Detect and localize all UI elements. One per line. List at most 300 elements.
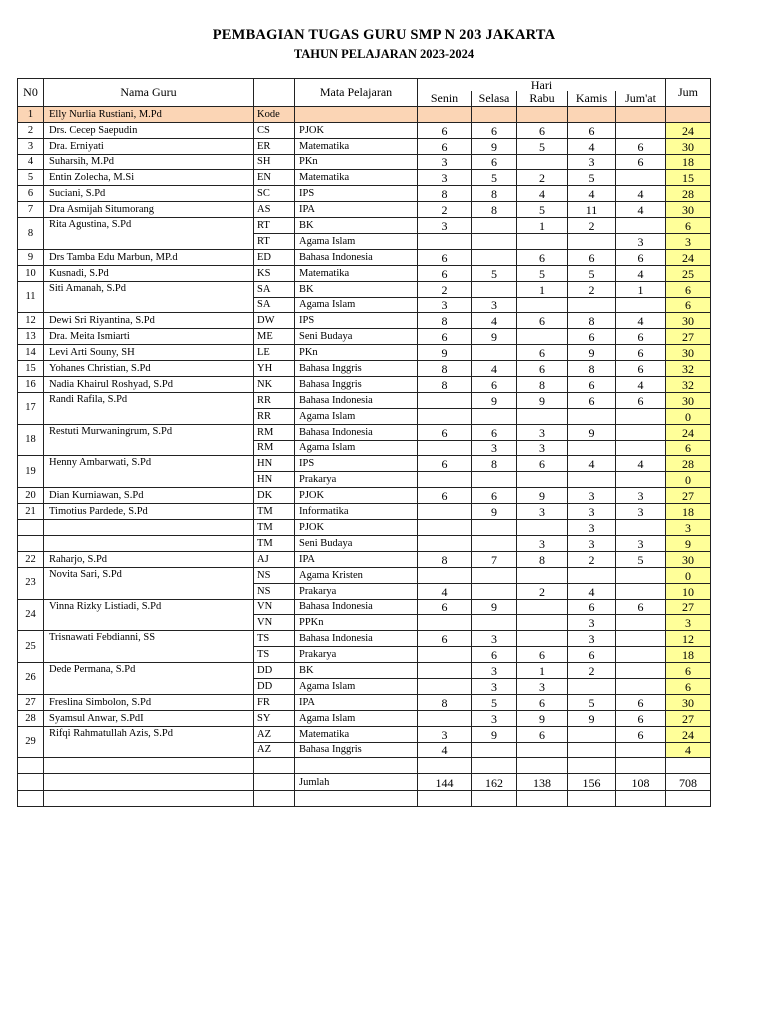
table-row	[18, 202, 711, 218]
teacher-name: Siti Amanah, S.Pd	[44, 281, 254, 313]
hours-total: 18	[666, 504, 711, 520]
teacher-name: Suharsih, M.Pd	[44, 154, 254, 170]
hours-kamis	[568, 567, 616, 583]
header-rabu: Rabu	[517, 91, 568, 106]
hours-kamis: 6	[568, 122, 616, 138]
hours-rabu: 5	[517, 138, 568, 154]
hours-total: 24	[666, 424, 711, 440]
subject-name: Bahasa Inggris	[295, 361, 418, 377]
hours-rabu: 5	[517, 202, 568, 218]
hours-selasa	[472, 472, 517, 488]
subject-name: Prakarya	[295, 647, 418, 663]
subject-name: Agama Islam	[295, 234, 418, 250]
hours-selasa: 5	[472, 694, 517, 710]
hours-total: 27	[666, 599, 711, 615]
hours-rabu	[517, 599, 568, 615]
subject-name: Bahasa Indonesia	[295, 249, 418, 265]
subject-code: TM	[254, 520, 295, 536]
subject-code: KS	[254, 265, 295, 281]
row-number: 9	[18, 249, 44, 265]
hours-total: 18	[666, 647, 711, 663]
table-row	[18, 329, 711, 345]
hours-selasa	[472, 583, 517, 599]
hours-rabu: 6	[517, 694, 568, 710]
hours-jumat: 6	[616, 154, 666, 170]
hours-selasa: 5	[472, 170, 517, 186]
hours-selasa	[472, 249, 517, 265]
subject-name: Agama Islam	[295, 678, 418, 694]
total-jumat: 108	[616, 774, 666, 791]
subject-name: Seni Budaya	[295, 329, 418, 345]
subject-code: TM	[254, 535, 295, 551]
hours-rabu	[517, 631, 568, 647]
hours-selasa: 8	[472, 202, 517, 218]
teacher-name	[44, 535, 254, 551]
table-row	[18, 631, 711, 647]
hours-total: 6	[666, 297, 711, 313]
total-kamis: 156	[568, 774, 616, 791]
hours-total: 30	[666, 345, 711, 361]
row-number: 29	[18, 726, 44, 758]
subject-name: Matematika	[295, 726, 418, 742]
hours-rabu	[517, 615, 568, 631]
hours-rabu: 3	[517, 504, 568, 520]
hours-rabu	[517, 234, 568, 250]
row-number: 11	[18, 281, 44, 313]
hours-jumat	[616, 663, 666, 679]
hours-total: 25	[666, 265, 711, 281]
hours-jumat	[616, 408, 666, 424]
hours-selasa: 6	[472, 377, 517, 393]
teacher-name: Yohanes Christian, S.Pd	[44, 361, 254, 377]
hours-selasa: 9	[472, 392, 517, 408]
hours-selasa: 9	[472, 504, 517, 520]
hours-kamis: 6	[568, 392, 616, 408]
teacher-name: Levi Arti Souny, SH	[44, 345, 254, 361]
hours-jumat	[616, 472, 666, 488]
subject-name: Informatika	[295, 504, 418, 520]
subject-code: RT	[254, 234, 295, 250]
teacher-name: Timotius Pardede, S.Pd	[44, 504, 254, 520]
hours-kamis: 8	[568, 313, 616, 329]
table-row	[18, 138, 711, 154]
row-number: 14	[18, 345, 44, 361]
hours-selasa	[472, 742, 517, 758]
teacher-name: Raharjo, S.Pd	[44, 551, 254, 567]
hours-selasa: 3	[472, 710, 517, 726]
subject-code: FR	[254, 694, 295, 710]
hours-rabu	[517, 154, 568, 170]
hours-selasa: 6	[472, 424, 517, 440]
row-number: 27	[18, 694, 44, 710]
teacher-name: Vinna Rizky Listiadi, S.Pd	[44, 599, 254, 631]
subject-name: Bahasa Inggris	[295, 742, 418, 758]
subject-name: IPA	[295, 202, 418, 218]
hours-selasa: 9	[472, 599, 517, 615]
hours-rabu: 3	[517, 440, 568, 456]
hours-kamis: 3	[568, 615, 616, 631]
hours-kamis	[568, 678, 616, 694]
subject-code: SY	[254, 710, 295, 726]
subject-code: TS	[254, 631, 295, 647]
page-subtitle: TAHUN PELAJARAN 2023-2024	[293, 47, 475, 61]
hours-kamis: 3	[568, 520, 616, 536]
row-number: 24	[18, 599, 44, 631]
hours-total: 18	[666, 154, 711, 170]
table-row	[18, 361, 711, 377]
hours-jumat: 3	[616, 535, 666, 551]
hours-jumat: 6	[616, 345, 666, 361]
hours-senin	[418, 567, 472, 583]
subject-code: SC	[254, 186, 295, 202]
subject-code: RR	[254, 392, 295, 408]
hours-senin: 6	[418, 631, 472, 647]
hours-total: 15	[666, 170, 711, 186]
table-row	[18, 663, 711, 679]
hours-senin	[418, 440, 472, 456]
hours-selasa	[472, 281, 517, 297]
header-kamis: Kamis	[568, 91, 616, 106]
hours-rabu	[517, 520, 568, 536]
hours-kamis: 5	[568, 170, 616, 186]
total-jum: 708	[666, 774, 711, 791]
hours-rabu: 2	[517, 170, 568, 186]
hours-total: 3	[666, 520, 711, 536]
hours-senin: 8	[418, 694, 472, 710]
table-row	[18, 424, 711, 440]
hours-jumat: 6	[616, 599, 666, 615]
hours-jumat: 3	[616, 504, 666, 520]
hours-total: 6	[666, 281, 711, 297]
table-row	[18, 377, 711, 393]
hours-selasa	[472, 106, 517, 122]
hours-selasa: 3	[472, 631, 517, 647]
hours-rabu: 6	[517, 726, 568, 742]
hours-senin: 8	[418, 551, 472, 567]
hours-rabu	[517, 472, 568, 488]
hours-senin: 6	[418, 329, 472, 345]
hours-senin: 8	[418, 361, 472, 377]
hours-kamis: 5	[568, 694, 616, 710]
hours-jumat	[616, 742, 666, 758]
table-row	[18, 392, 711, 408]
hours-rabu	[517, 329, 568, 345]
subject-name: PJOK	[295, 488, 418, 504]
subject-name: Bahasa Indonesia	[295, 424, 418, 440]
hours-jumat	[616, 647, 666, 663]
teacher-assignment-table	[17, 78, 711, 807]
hours-total: 9	[666, 535, 711, 551]
hours-jumat: 6	[616, 249, 666, 265]
hours-senin	[418, 615, 472, 631]
hours-rabu: 6	[517, 249, 568, 265]
subject-code: RM	[254, 424, 295, 440]
row-number: 2	[18, 122, 44, 138]
hours-senin	[418, 472, 472, 488]
hours-rabu: 6	[517, 456, 568, 472]
hours-kamis: 9	[568, 424, 616, 440]
hours-total: 27	[666, 488, 711, 504]
hours-senin	[418, 663, 472, 679]
subject-code: DK	[254, 488, 295, 504]
subject-name: Matematika	[295, 265, 418, 281]
subject-code: NS	[254, 583, 295, 599]
hours-selasa: 7	[472, 551, 517, 567]
hours-senin: 6	[418, 488, 472, 504]
subject-name: BK	[295, 281, 418, 297]
hours-kamis	[568, 106, 616, 122]
table-row	[18, 106, 711, 122]
table-row	[18, 345, 711, 361]
row-number: 28	[18, 710, 44, 726]
subject-name: IPS	[295, 186, 418, 202]
hours-selasa: 9	[472, 138, 517, 154]
subject-code: AJ	[254, 551, 295, 567]
hours-jumat	[616, 678, 666, 694]
hours-senin	[418, 710, 472, 726]
hours-jumat	[616, 106, 666, 122]
hours-kamis: 6	[568, 249, 616, 265]
row-number: 5	[18, 170, 44, 186]
table-row	[18, 456, 711, 472]
hours-rabu	[517, 408, 568, 424]
subject-code: AZ	[254, 742, 295, 758]
hours-total: 30	[666, 694, 711, 710]
teacher-name: Syamsul Anwar, S.PdI	[44, 710, 254, 726]
table-row	[18, 249, 711, 265]
subject-code: SH	[254, 154, 295, 170]
hours-total: 24	[666, 122, 711, 138]
hours-selasa: 4	[472, 361, 517, 377]
subject-code: RM	[254, 440, 295, 456]
hours-kamis: 6	[568, 329, 616, 345]
hours-kamis: 3	[568, 535, 616, 551]
subject-code: DW	[254, 313, 295, 329]
teacher-name	[44, 520, 254, 536]
hours-rabu: 6	[517, 345, 568, 361]
hours-selasa	[472, 615, 517, 631]
hours-selasa: 4	[472, 313, 517, 329]
hours-rabu: 9	[517, 710, 568, 726]
row-number: 26	[18, 663, 44, 695]
table-row	[18, 710, 711, 726]
row-number: 18	[18, 424, 44, 456]
subject-name: Agama Islam	[295, 297, 418, 313]
totals-label: Jumlah	[295, 774, 418, 791]
subject-name: Matematika	[295, 170, 418, 186]
subject-code: RR	[254, 408, 295, 424]
hours-kamis: 5	[568, 265, 616, 281]
row-number: 10	[18, 265, 44, 281]
hours-selasa: 6	[472, 122, 517, 138]
hours-senin	[418, 106, 472, 122]
hours-kamis	[568, 440, 616, 456]
subject-name: Bahasa Indonesia	[295, 392, 418, 408]
row-number: 15	[18, 361, 44, 377]
hours-rabu	[517, 106, 568, 122]
hours-total: 6	[666, 663, 711, 679]
subject-name: PKn	[295, 154, 418, 170]
hours-kamis: 9	[568, 710, 616, 726]
table-row	[18, 520, 711, 536]
hours-selasa: 6	[472, 488, 517, 504]
hours-total: 3	[666, 234, 711, 250]
subject-name: BK	[295, 663, 418, 679]
hours-kamis: 2	[568, 281, 616, 297]
header-mata-pelajaran: Mata Pelajaran	[295, 79, 418, 107]
hours-kamis: 6	[568, 599, 616, 615]
header-no: N0	[18, 79, 44, 107]
table-row	[18, 504, 711, 520]
table-row	[18, 281, 711, 297]
subject-code: DD	[254, 663, 295, 679]
hours-senin: 6	[418, 249, 472, 265]
subject-name	[295, 106, 418, 122]
teacher-name: Restuti Murwaningrum, S.Pd	[44, 424, 254, 456]
subject-name: IPA	[295, 694, 418, 710]
hours-kamis	[568, 472, 616, 488]
hours-selasa	[472, 234, 517, 250]
row-number: 12	[18, 313, 44, 329]
hours-selasa: 9	[472, 329, 517, 345]
header-hari: Hari	[418, 79, 666, 92]
hours-selasa: 6	[472, 647, 517, 663]
hours-senin: 3	[418, 726, 472, 742]
subject-code: DD	[254, 678, 295, 694]
hours-rabu: 1	[517, 218, 568, 234]
hours-senin: 9	[418, 345, 472, 361]
table-row	[18, 313, 711, 329]
teacher-name: Rifqi Rahmatullah Azis, S.Pd	[44, 726, 254, 758]
hours-senin: 6	[418, 456, 472, 472]
hours-selasa: 5	[472, 265, 517, 281]
hours-jumat: 6	[616, 694, 666, 710]
row-number: 1	[18, 106, 44, 122]
hours-jumat: 5	[616, 551, 666, 567]
hours-selasa: 8	[472, 456, 517, 472]
hours-senin: 6	[418, 424, 472, 440]
hours-selasa	[472, 218, 517, 234]
hours-total: 30	[666, 392, 711, 408]
subject-code: ME	[254, 329, 295, 345]
hours-kamis	[568, 234, 616, 250]
hours-selasa	[472, 567, 517, 583]
subject-name: PJOK	[295, 122, 418, 138]
hours-jumat	[616, 583, 666, 599]
hours-kamis: 9	[568, 345, 616, 361]
hours-rabu: 8	[517, 377, 568, 393]
subject-code: EN	[254, 170, 295, 186]
hours-senin: 4	[418, 742, 472, 758]
hours-senin	[418, 408, 472, 424]
table-row	[18, 551, 711, 567]
hours-kamis: 3	[568, 631, 616, 647]
subject-name: Prakarya	[295, 472, 418, 488]
row-number: 13	[18, 329, 44, 345]
hours-total: 30	[666, 313, 711, 329]
hours-rabu: 1	[517, 281, 568, 297]
subject-name: Bahasa Inggris	[295, 377, 418, 393]
hours-senin: 3	[418, 170, 472, 186]
teacher-name: Dian Kurniawan, S.Pd	[44, 488, 254, 504]
hours-selasa: 3	[472, 297, 517, 313]
row-number	[18, 535, 44, 551]
subject-name: IPA	[295, 551, 418, 567]
teacher-name: Entin Zolecha, M.Si	[44, 170, 254, 186]
hours-senin: 3	[418, 154, 472, 170]
row-number: 25	[18, 631, 44, 663]
header-jum: Jum	[666, 79, 711, 107]
header-nama-guru: Nama Guru	[44, 79, 254, 107]
hours-total: 30	[666, 202, 711, 218]
hours-kamis	[568, 742, 616, 758]
hours-jumat: 4	[616, 456, 666, 472]
teacher-name: Henny Ambarwati, S.Pd	[44, 456, 254, 488]
hours-kamis: 3	[568, 488, 616, 504]
teacher-name: Dede Permana, S.Pd	[44, 663, 254, 695]
subject-name: Agama Islam	[295, 710, 418, 726]
subject-code: LE	[254, 345, 295, 361]
hours-jumat: 6	[616, 726, 666, 742]
subject-code: AS	[254, 202, 295, 218]
hours-rabu: 8	[517, 551, 568, 567]
hours-senin: 4	[418, 583, 472, 599]
hours-kamis: 2	[568, 218, 616, 234]
row-number: 8	[18, 218, 44, 250]
hours-rabu: 6	[517, 647, 568, 663]
total-senin: 144	[418, 774, 472, 791]
teacher-name: Nadia Khairul Roshyad, S.Pd	[44, 377, 254, 393]
teacher-name: Kusnadi, S.Pd	[44, 265, 254, 281]
row-number: 17	[18, 392, 44, 424]
total-rabu: 138	[517, 774, 568, 791]
hours-jumat	[616, 440, 666, 456]
hours-total: 12	[666, 631, 711, 647]
hours-senin: 6	[418, 138, 472, 154]
hours-selasa	[472, 345, 517, 361]
hours-jumat	[616, 297, 666, 313]
hours-senin	[418, 647, 472, 663]
teacher-name: Randi Rafila, S.Pd	[44, 392, 254, 424]
teacher-name: Dra. Erniyati	[44, 138, 254, 154]
table-row	[18, 154, 711, 170]
hours-total: 6	[666, 218, 711, 234]
subject-name: Bahasa Indonesia	[295, 599, 418, 615]
hours-senin: 6	[418, 122, 472, 138]
hours-rabu: 3	[517, 535, 568, 551]
hours-selasa	[472, 535, 517, 551]
subject-code: NK	[254, 377, 295, 393]
hours-jumat	[616, 218, 666, 234]
hours-senin	[418, 234, 472, 250]
table-row	[18, 170, 711, 186]
hours-jumat: 3	[616, 234, 666, 250]
row-number: 6	[18, 186, 44, 202]
subject-code: NS	[254, 567, 295, 583]
teacher-name: Suciani, S.Pd	[44, 186, 254, 202]
subject-name: Seni Budaya	[295, 535, 418, 551]
hours-rabu: 6	[517, 313, 568, 329]
subject-code: ER	[254, 138, 295, 154]
subject-code: TM	[254, 504, 295, 520]
subject-code: HN	[254, 456, 295, 472]
page-title: PEMBAGIAN TUGAS GURU SMP N 203 JAKARTA	[212, 27, 556, 43]
row-number: 22	[18, 551, 44, 567]
table-row	[18, 726, 711, 742]
hours-rabu: 2	[517, 583, 568, 599]
hours-senin: 3	[418, 218, 472, 234]
hours-rabu: 3	[517, 678, 568, 694]
